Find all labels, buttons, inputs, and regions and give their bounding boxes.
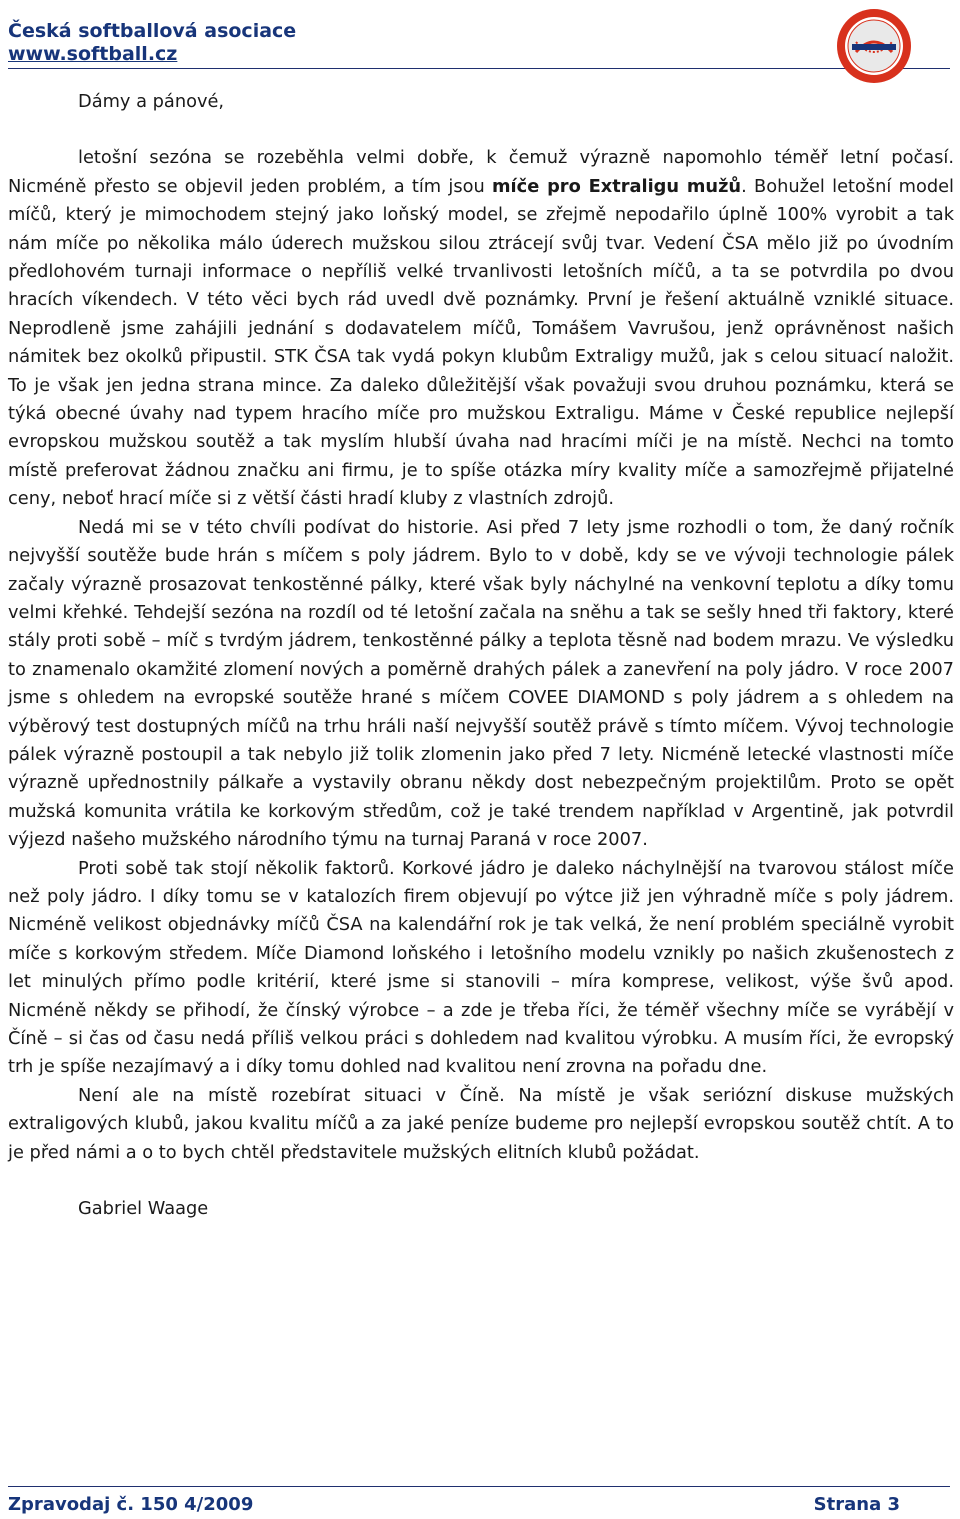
paragraph-3: Proti sobě tak stojí několik faktorů. Korkové jádro je daleko náchylnější na tvarovou stálost míče než poly jádro. I díky tomu se v katalozích firem objevují po výtce již jen výhradně míče s poly jádrem. Nicméně velikost objednávky míčů ČSA na kalendářní rok je tak velká, že není problém speciálně vyrobit míče s korkovým středem. Míče Diamond loňského i letošního modelu vznikly po našich zkušenostech z let minulých přímo podle kritérií, které jsme si stanovili – míra komprese, velikost, výše švů apod. Nicméně někdy se přihodí, že čínský výrobce – a zde je třeba říci, že téměř všechny míče se vyrábějí v Číně – si čas od času nedá příliš velkou práci s dohledem nad kvalitou výrobku. A musím říci, že evropský trh je spíše nezajímavý a i díky tomu dohled nad kvalitou není zrovna na pořadu dne. [8, 857, 954, 1078]
page-footer [8, 1486, 950, 1517]
org-name: Česká softballová asociace [8, 20, 297, 42]
paragraph-1-rest: . Bohužel letošní model míčů, který je mimochodem stejný jako loňský model, se zřejmě nepodařilo úplně 100% vyrobit a tak nám míče po několika málo úderech mužskou silou ztrácejí svůj tvar. Vedení ČSA mělo již po úvodním předlohovém turnaji informace o nepříliš velké trvanlivosti letošních míčů, a ta se potvrdila po dvou hracích víkendech. V této věci bych rád uvedl dvě poznámky. První je řešení aktuálně vzniklé situace. Neprodleně jsme zahájili jednání s dodavatelem míčů, Tomášem Vavrušou, jenž oprávněnost našich námitek bez okolků připustil. STK ČSA tak vydá pokyn klubům Extraligy mužů, jak s celou situací naložit. To je však jen jedna strana mince. Za daleko důležitější však považuji svou druhou poznámku, která se týká obecné úvahy nad typem hracího míče pro mužskou Extraligu. Máme v České republice nejlepší evropskou mužskou soutěž a tak myslím hlubší úvaha nad hracími míči je na místě. Nechci na tomto místě preferovat žádnou značku ani firmu, je to spíše otázka míry kvality míče a samozřejmě přijatelné ceny, neboť hrací míče si z větší části hradí kluby z vlastních zdrojů. [8, 175, 954, 510]
signature: Gabriel Waage [78, 1198, 209, 1220]
paragraph-4: Není ale na místě rozebírat situaci v Číně. Na místě je však seriózní diskuse mužských extraligových klubů, jakou kvalitu míčů a za jaké peníze budeme pro nejlepší evropskou soutěž chtít. A to je před námi a o to bych chtěl představitele mužských elitních klubů požádat. [8, 1084, 954, 1163]
paragraph-2: Nedá mi se v této chvíli podívat do historie. Asi před 7 lety jsme rozhodli o tom, že daný ročník nejvyšší soutěže bude hrán s míčem s poly jádrem. Bylo to v době, kdy se ve vývoji technologie pálek začaly výrazně prosazovat tenkostěnné pálky, které však byly náchylné na venkovní teplotu a díky tomu velmi křehké. Tehdejší sezóna na rozdíl od té letošní začala na sněhu a tak se sešly hned tři faktory, které stály proti sobě – míč s tvrdým jádrem, tenkostěnné pálky a teplota těsně nad bodem mrazu. Ve výsledku to znamenalo okamžité zlomení nových a poměrně drahých pálek a zanevření na poly jádro. V roce 2007 jsme s ohledem na evropské soutěže hrané s míčem COVEE DIAMOND s poly jádrem a s ohledem na výběrový test dostupných míčů na trhu hráli naší nejvyšší soutěž právě s tímto míčem. Vývoj technologie pálek výrazně postoupil a tak nebylo již tolik zlomenin jako před 7 lety. Nicméně letecké vlastnosti míče výrazně upřednostnily pálkaře a vystavily obranu někdy dost nebezpečným projektilům. Proto se opět mužská komunita vrátila ke korkovým středům, což je také trendem například v Argentině, jak potvrdil výjezd našeho mužského národního týmu na turnaj Paraná v roce 2007. [8, 516, 954, 851]
org-url-link[interactable]: www.softball.cz [8, 43, 178, 65]
salutation: Dámy a pánové, [78, 91, 225, 112]
page-header [0, 0, 960, 72]
csa-logo-icon [834, 6, 914, 86]
paragraph-1 [8, 144, 954, 513]
emphasis-balls-extraliga: míče pro Extraligu mužů [492, 175, 742, 197]
letter-body [8, 88, 954, 1223]
paragraph-1-start: letošní sezóna se rozeběhla velmi dobře, k čemuž výrazně napomohlo téměř letní počasí. Nicméně přesto se objevil jeden problém, a tím jsou [8, 147, 954, 197]
issue-label: Zpravodaj č. 150 4/2009 [8, 1494, 254, 1515]
header-rule [8, 68, 950, 69]
page-number: Strana 3 [813, 1494, 900, 1515]
